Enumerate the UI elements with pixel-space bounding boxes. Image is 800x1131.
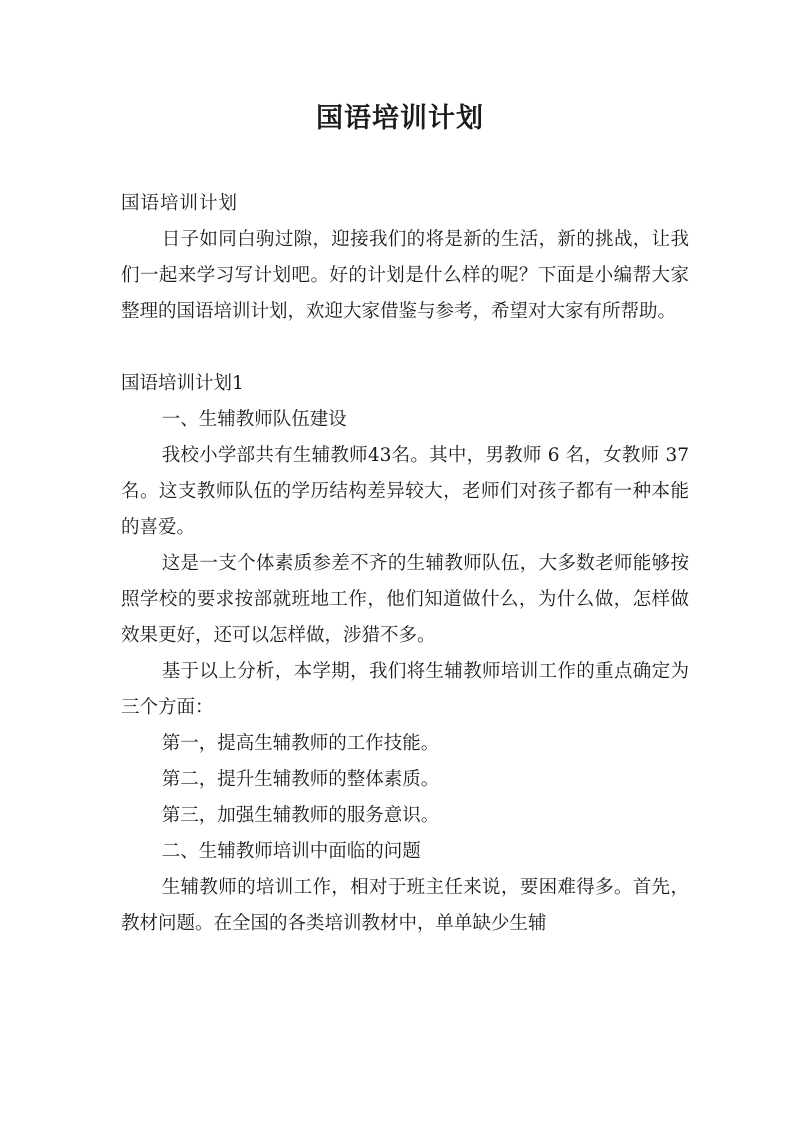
paragraph-team-quality: 这是一支个体素质参差不齐的生辅教师队伍，大多数老师能够按照学校的要求按部就班地工作，他们知道做什么，为什么做，怎样做效果更好，还可以怎样做，涉猎不多。 xyxy=(121,553,689,646)
section-heading: 国语培训计划1 xyxy=(121,373,244,394)
heading-teacher-team: 一、生辅教师队伍建设 xyxy=(161,409,347,430)
paragraph-training-difficulty: 生辅教师的培训工作，相对于班主任来说，要困难得多。首先，教材问题。在全国的各类培训教材中，单单缺少生辅 xyxy=(121,877,689,934)
document-subtitle: 国语培训计划 xyxy=(121,193,239,214)
paragraph-training-focus: 基于以上分析，本学期，我们将生辅教师培训工作的重点确定为三个方面： xyxy=(121,661,689,718)
list-item-second: 第二，提升生辅教师的整体素质。 xyxy=(161,769,440,790)
heading-training-problems: 二、生辅教师培训中面临的问题 xyxy=(161,841,421,862)
intro-paragraph: 日子如同白驹过隙，迎接我们的将是新的生活，新的挑战，让我们一起来学习写计划吧。好的计划是什么样的呢？下面是小编帮大家整理的国语培训计划，欢迎大家借鉴与参考，希望对大家有所帮助。 xyxy=(121,229,689,322)
paragraph-spacer xyxy=(121,330,689,366)
list-item-third: 第三，加强生辅教师的服务意识。 xyxy=(161,805,440,826)
paragraph-teacher-count: 我校小学部共有生辅教师43名。其中，男教师 6 名，女教师 37 名。这支教师队伍的学历结构差异较大，老师们对孩子都有一种本能的喜爱。 xyxy=(121,445,689,538)
list-item-first: 第一，提高生辅教师的工作技能。 xyxy=(161,733,440,754)
document-body xyxy=(121,186,689,942)
document-title: 国语培训计划 xyxy=(316,103,484,134)
